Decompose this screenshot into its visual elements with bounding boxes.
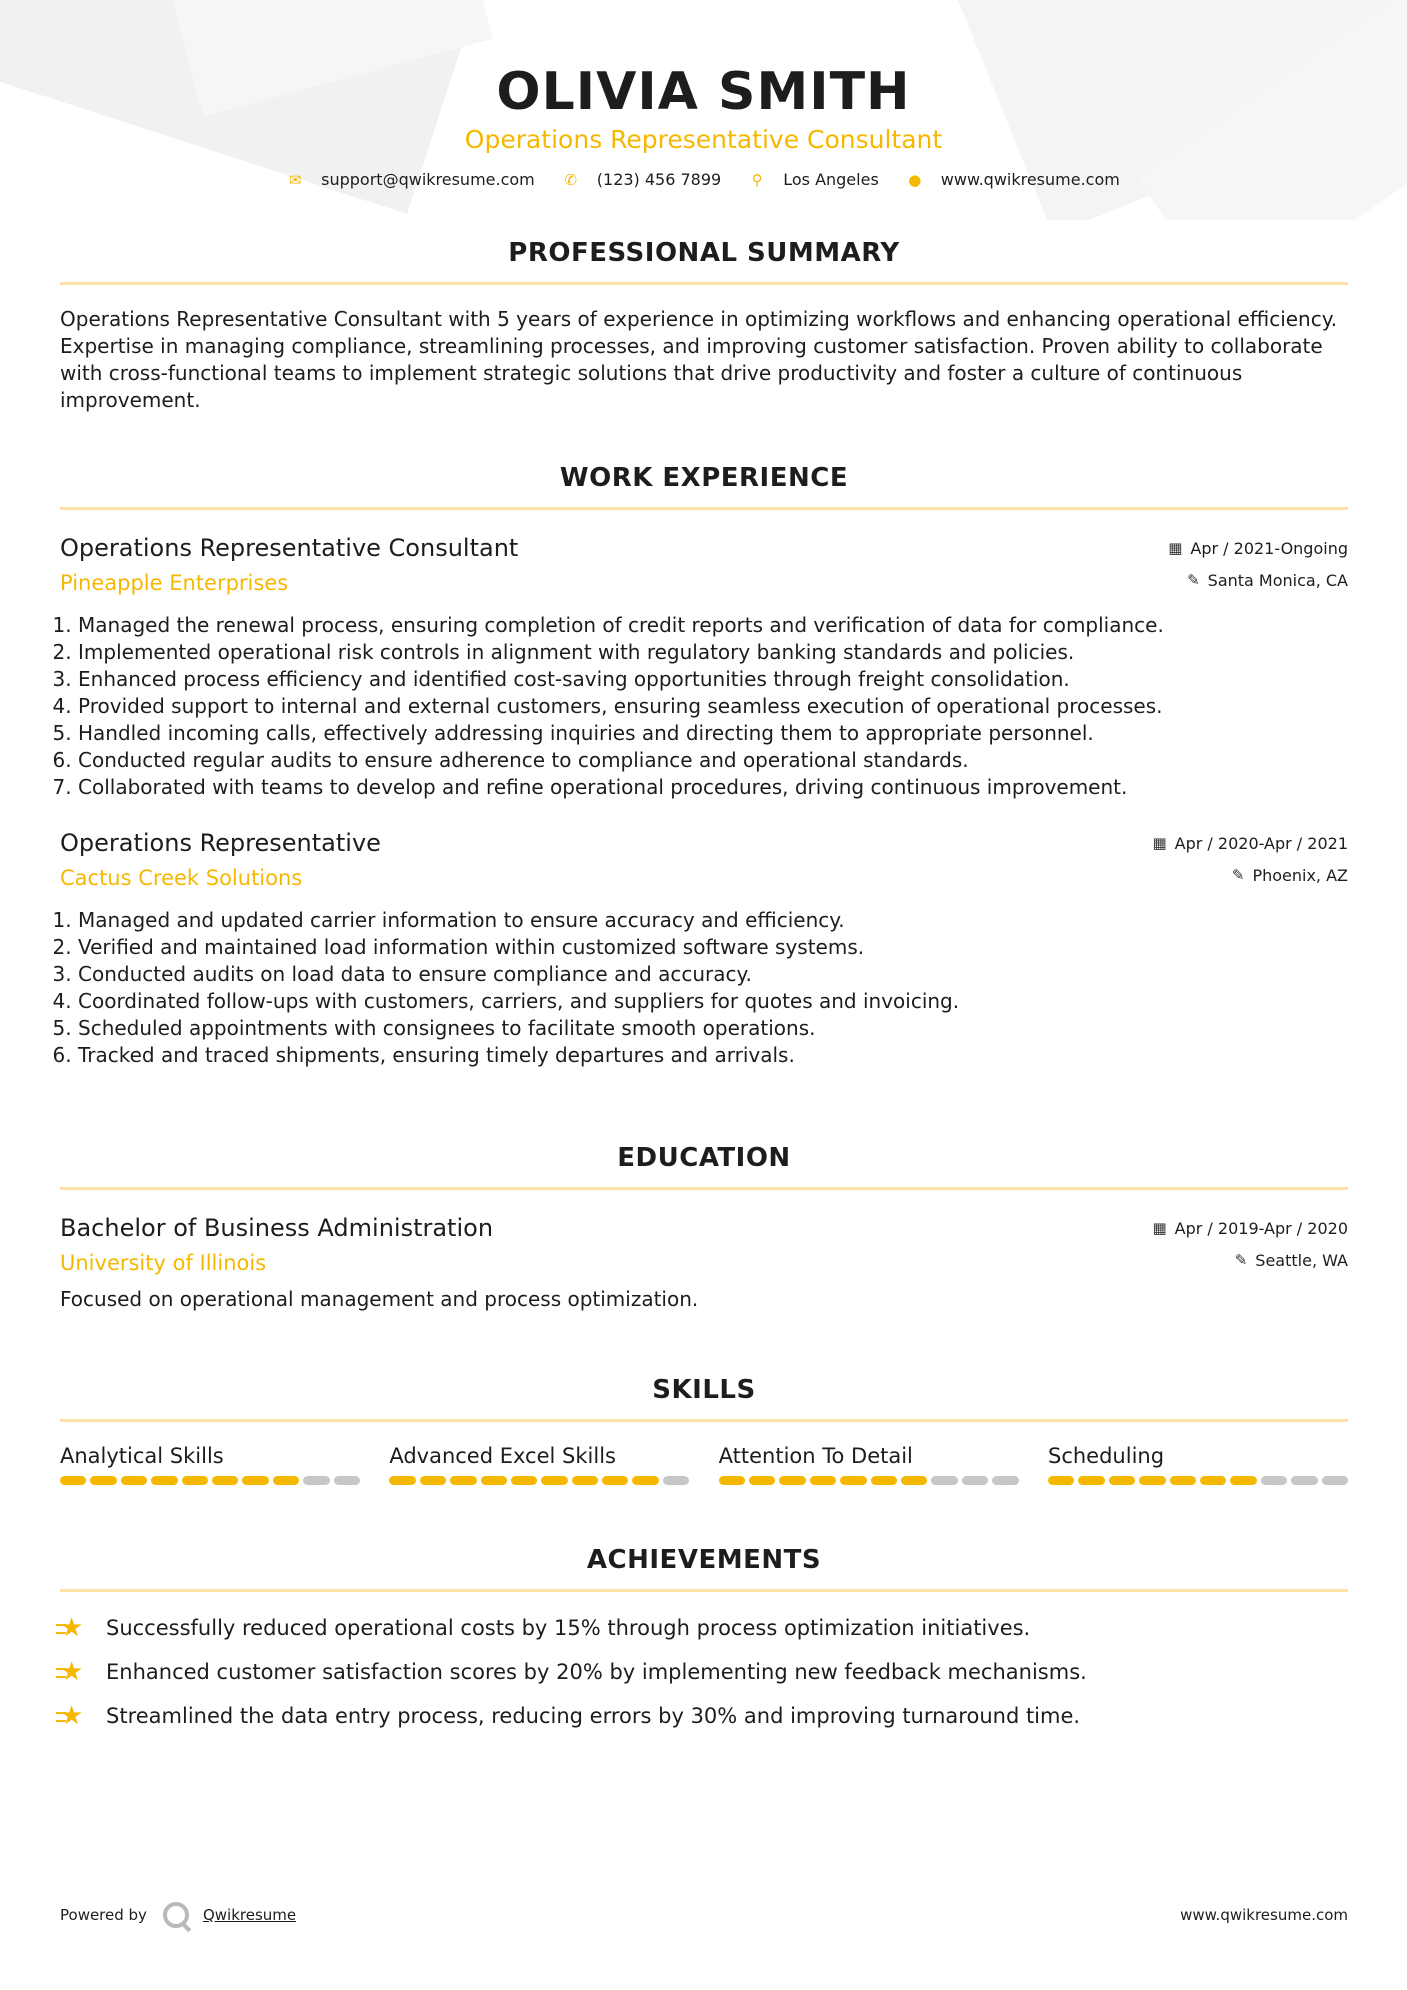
skill-dot-filled xyxy=(1048,1476,1074,1485)
education-description: Focused on operational management and process optimization. xyxy=(60,1287,699,1311)
skill-dot-filled xyxy=(481,1476,507,1485)
candidate-title: Operations Representative Consultant xyxy=(464,125,943,154)
envelope-icon: ✉ xyxy=(288,170,302,189)
achievement-item xyxy=(60,1658,1348,1686)
footer-website[interactable]: www.qwikresume.com xyxy=(1180,1906,1348,1924)
list-item: 6. Conducted regular audits to ensure adherence to compliance and operational standards. xyxy=(78,747,1348,774)
pin-icon: ✎ xyxy=(1187,571,1200,589)
contact-location xyxy=(749,170,879,189)
skill-dot-filled xyxy=(511,1476,537,1485)
skill-level-bar xyxy=(719,1476,1019,1485)
skill-dot-filled xyxy=(273,1476,299,1485)
skill-dot-filled xyxy=(541,1476,567,1485)
skill-dot-filled xyxy=(450,1476,476,1485)
skill-dot-filled xyxy=(632,1476,658,1485)
powered-by xyxy=(60,1902,296,1928)
skill-level-bar xyxy=(60,1476,360,1485)
school-name: University of Illinois xyxy=(60,1251,267,1275)
section-divider xyxy=(60,1187,1348,1190)
list-item: 1. Managed the renewal process, ensuring completion of credit reports and verification of data for compliance. xyxy=(78,612,1348,639)
powered-by-label: Powered by xyxy=(60,1906,147,1924)
skill-dot-empty xyxy=(303,1476,329,1485)
skill-dot-filled xyxy=(151,1476,177,1485)
achievement-text: Enhanced customer satisfaction scores by 20% by implementing new feedback mechanisms. xyxy=(106,1660,1087,1684)
list-item: 4. Coordinated follow-ups with customers, carriers, and suppliers for quotes and invoicing. xyxy=(78,988,1348,1015)
contact-email[interactable] xyxy=(287,170,535,189)
list-item: 6. Tracked and traced shipments, ensuring timely departures and arrivals. xyxy=(78,1042,1348,1069)
skill-dot-empty xyxy=(1322,1476,1348,1485)
list-item: 1. Managed and updated carrier information to ensure accuracy and efficiency. xyxy=(78,907,1348,934)
skill-dot-filled xyxy=(602,1476,628,1485)
job-dates: Apr / 2021-Ongoing xyxy=(1190,538,1348,558)
job-company: Pineapple Enterprises xyxy=(60,571,289,595)
skill-name: Advanced Excel Skills xyxy=(389,1444,616,1468)
skills-section xyxy=(60,1375,1348,1485)
contact-bar xyxy=(0,170,1407,189)
experience-section xyxy=(60,463,1348,1069)
skills-list xyxy=(60,1442,1348,1485)
education-section xyxy=(60,1143,1348,1313)
skill-dot-empty xyxy=(1291,1476,1317,1485)
job-dates: Apr / 2020-Apr / 2021 xyxy=(1174,833,1348,853)
skill-dot-filled xyxy=(389,1476,415,1485)
skill-dot-filled xyxy=(1170,1476,1196,1485)
skill-dot-filled xyxy=(212,1476,238,1485)
skill-dot-filled xyxy=(90,1476,116,1485)
list-item: 5. Handled incoming calls, effectively addressing inquiries and directing them to appropriate personnel. xyxy=(78,720,1348,747)
list-item: 5. Scheduled appointments with consignees to facilitate smooth operations. xyxy=(78,1015,1348,1042)
skill-level-bar xyxy=(389,1476,689,1485)
skill-dot-empty xyxy=(962,1476,988,1485)
page-footer xyxy=(60,1897,1348,1933)
phone-icon: ✆ xyxy=(564,170,578,189)
website-text: www.qwikresume.com xyxy=(940,170,1120,189)
star-icon: ★ xyxy=(60,1614,90,1642)
achievements-list xyxy=(60,1614,1348,1730)
calendar-icon: ▦ xyxy=(1152,834,1167,852)
list-item: 4. Provided support to internal and external customers, ensuring seamless execution of operational processes. xyxy=(78,693,1348,720)
achievement-item xyxy=(60,1702,1348,1730)
phone-text: (123) 456 7899 xyxy=(596,170,722,189)
achievement-text: Successfully reduced operational costs by 15% through process optimization initiatives. xyxy=(106,1616,1031,1640)
section-divider xyxy=(60,282,1348,285)
skill-dot-filled xyxy=(901,1476,927,1485)
star-icon: ★ xyxy=(60,1702,90,1730)
job-company: Cactus Creek Solutions xyxy=(60,866,303,890)
skill-dot-filled xyxy=(1230,1476,1256,1485)
skill-dot-empty xyxy=(931,1476,957,1485)
degree-title: Bachelor of Business Administration xyxy=(60,1214,494,1242)
summary-text: Operations Representative Consultant with 5 years of experience in optimizing workflows and enhancing operational efficiency. Expertise in managing compliance, streamlining processes, and improving customer satisfaction. Proven ability to collaborate with cross-functional teams to implement strategic solutions that drive productivity and foster a culture of continuous improvement. xyxy=(60,307,1338,412)
skill-dot-filled xyxy=(871,1476,897,1485)
section-heading: SKILLS xyxy=(652,1375,756,1405)
job-meta xyxy=(1168,532,1348,596)
skill-dot-filled xyxy=(1109,1476,1135,1485)
skill-dot-filled xyxy=(719,1476,745,1485)
pin-icon: ✎ xyxy=(1234,1251,1248,1269)
skill-item xyxy=(60,1442,360,1485)
pin-icon: ✎ xyxy=(1231,866,1245,884)
section-heading: EDUCATION xyxy=(617,1143,791,1173)
skill-dot-filled xyxy=(182,1476,208,1485)
education-meta xyxy=(1152,1212,1348,1276)
section-divider xyxy=(60,1589,1348,1592)
skill-dot-filled xyxy=(121,1476,147,1485)
skill-dot-filled xyxy=(60,1476,86,1485)
achievement-text: Streamlined the data entry process, reducing errors by 30% and improving turnaround time. xyxy=(106,1704,1081,1728)
star-icon: ★ xyxy=(60,1658,90,1686)
map-pin-icon: ⚲ xyxy=(751,170,763,189)
job-entry xyxy=(60,827,1348,1069)
achievement-item xyxy=(60,1614,1348,1642)
contact-phone[interactable] xyxy=(563,170,721,189)
job-title: Operations Representative Consultant xyxy=(60,534,519,562)
skill-item xyxy=(1048,1442,1348,1485)
section-divider xyxy=(60,1419,1348,1422)
skill-dot-filled xyxy=(749,1476,775,1485)
qwikresume-logo-icon xyxy=(163,1902,189,1928)
skill-dot-filled xyxy=(779,1476,805,1485)
education-location: Seattle, WA xyxy=(1255,1250,1348,1270)
skill-dot-filled xyxy=(810,1476,836,1485)
calendar-icon: ▦ xyxy=(1168,539,1183,557)
skill-dot-filled xyxy=(242,1476,268,1485)
job-meta xyxy=(1152,827,1348,891)
globe-icon: ● xyxy=(908,170,922,189)
section-heading: ACHIEVEMENTS xyxy=(586,1545,822,1575)
location-text: Los Angeles xyxy=(783,170,879,189)
candidate-name: OLIVIA SMITH xyxy=(496,62,911,122)
job-location: Phoenix, AZ xyxy=(1252,865,1348,885)
list-item: 2. Implemented operational risk controls in alignment with regulatory banking standards and policies. xyxy=(78,639,1348,666)
achievements-section xyxy=(60,1545,1348,1746)
list-item: 2. Verified and maintained load information within customized software systems. xyxy=(78,934,1348,961)
calendar-icon: ▦ xyxy=(1152,1219,1167,1237)
section-heading: WORK EXPERIENCE xyxy=(559,463,849,493)
skill-dot-empty xyxy=(663,1476,689,1485)
skill-item xyxy=(719,1442,1019,1485)
skill-dot-empty xyxy=(334,1476,360,1485)
skill-dot-filled xyxy=(1139,1476,1165,1485)
skill-name: Scheduling xyxy=(1047,1444,1165,1468)
list-item: 7. Collaborated with teams to develop and refine operational procedures, driving continuous improvement. xyxy=(78,774,1348,801)
skill-name: Attention To Detail xyxy=(718,1444,913,1468)
job-entry xyxy=(60,532,1348,801)
list-item: 3. Conducted audits on load data to ensure compliance and accuracy. xyxy=(78,961,1348,988)
email-text: support@qwikresume.com xyxy=(321,170,535,189)
job-bullets xyxy=(60,612,1348,801)
skill-name: Analytical Skills xyxy=(60,1444,224,1468)
skill-dot-filled xyxy=(1078,1476,1104,1485)
education-dates: Apr / 2019-Apr / 2020 xyxy=(1174,1218,1348,1238)
brand-link[interactable]: Qwikresume xyxy=(202,1906,297,1924)
skill-dot-empty xyxy=(1261,1476,1287,1485)
list-item: 3. Enhanced process efficiency and identified cost-saving opportunities through freight consolidation. xyxy=(78,666,1348,693)
skill-item xyxy=(389,1442,689,1485)
skill-level-bar xyxy=(1048,1476,1348,1485)
skill-dot-filled xyxy=(1200,1476,1226,1485)
skill-dot-filled xyxy=(420,1476,446,1485)
section-divider xyxy=(60,507,1348,510)
skill-dot-empty xyxy=(992,1476,1018,1485)
skill-dot-filled xyxy=(840,1476,866,1485)
section-heading: PROFESSIONAL SUMMARY xyxy=(508,238,900,268)
contact-website[interactable] xyxy=(907,170,1120,189)
summary-section xyxy=(60,238,1348,414)
job-location: Santa Monica, CA xyxy=(1207,570,1348,590)
skill-dot-filled xyxy=(572,1476,598,1485)
job-bullets xyxy=(60,907,1348,1069)
job-title: Operations Representative xyxy=(60,829,381,857)
resume-header xyxy=(0,62,1407,189)
education-entry xyxy=(60,1212,1348,1313)
